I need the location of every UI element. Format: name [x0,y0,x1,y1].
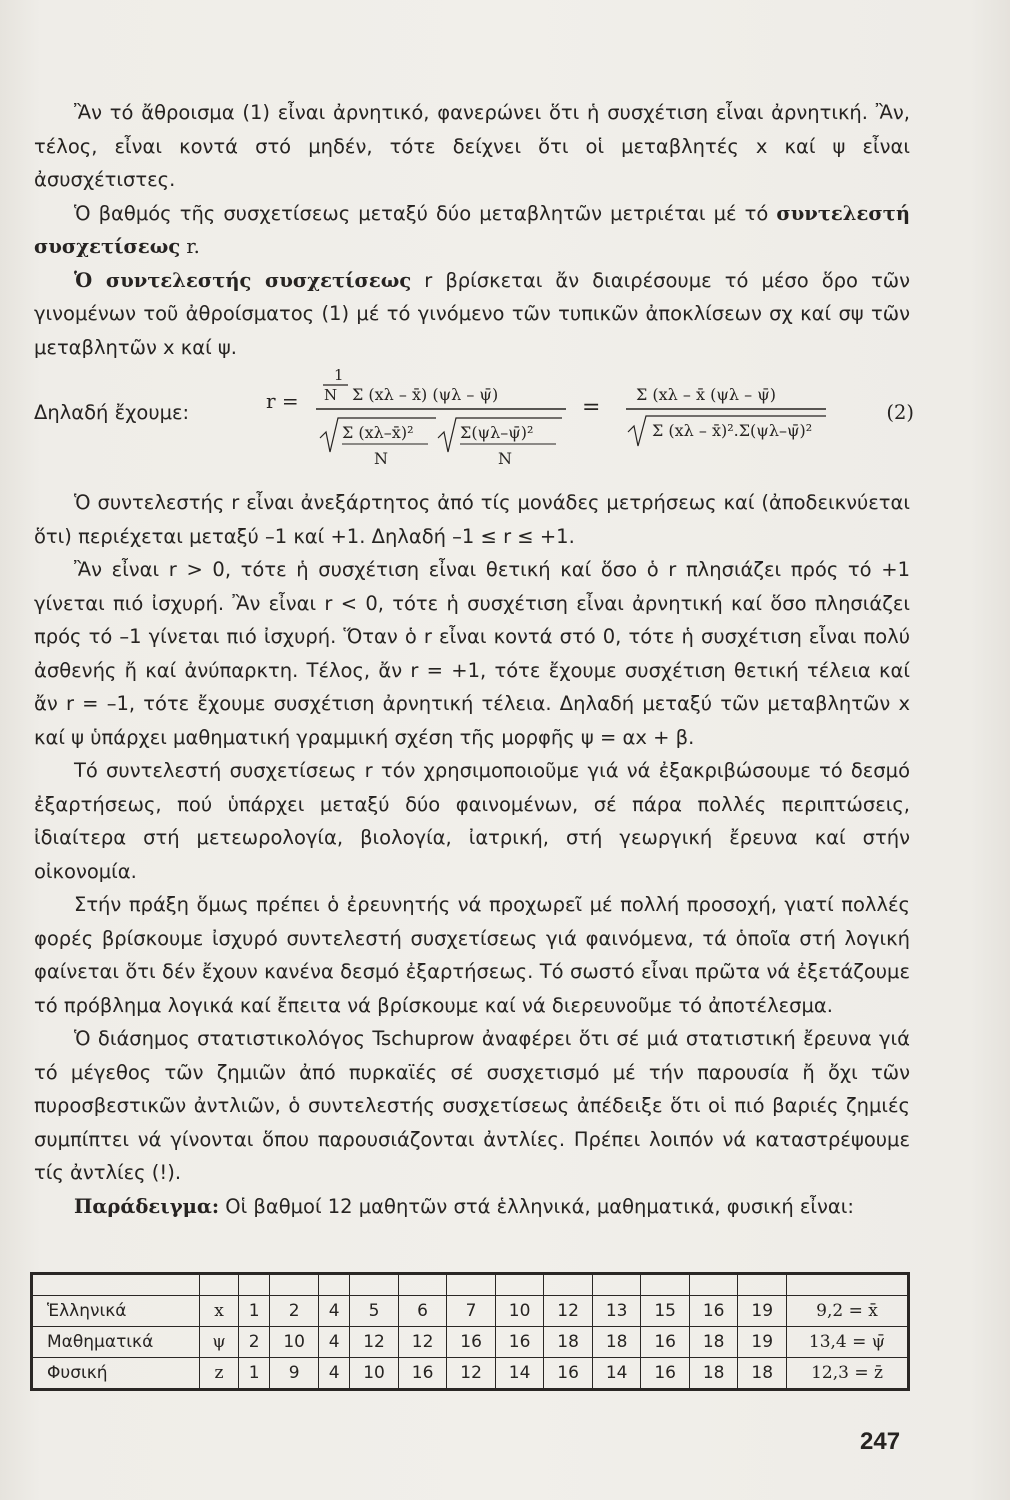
paragraph [34,1190,910,1224]
grade-cell: 16 [398,1358,447,1390]
formula-den-a: Σ (xλ–x̄)² [342,423,414,442]
grade-cell: 2 [239,1327,270,1358]
formula-den-b-n: N [498,449,512,468]
grade-cell: 18 [592,1327,641,1358]
text-run: Οἱ βαθμοί 12 μαθητῶν στά ἑλληνικά, μαθηματικά, φυσική εἶναι: [225,1194,854,1218]
formula-numerator-left: Σ (xλ – x̄) (ψλ – ψ̄) [352,385,499,404]
table-row [32,1358,909,1390]
grade-cell: 4 [318,1327,349,1358]
grade-cell: 7 [447,1296,496,1327]
formula-lhs: r = [266,389,299,413]
text-run: r. [186,235,200,258]
formula-n: N [324,386,338,404]
page-body [34,96,914,1223]
mean-cell: 12,3 = z̄ [787,1358,909,1390]
grade-cell: 19 [738,1327,787,1358]
grade-cell: 16 [447,1327,496,1358]
grade-cell: 12 [398,1327,447,1358]
grade-cell: 9 [270,1358,319,1390]
formula-den-b: Σ(ψλ–ψ̄)² [460,423,534,442]
correlation-formula [34,366,914,478]
grade-cell: 16 [641,1358,690,1390]
formula-equals: = [582,395,601,420]
example-label: Παράδειγμα: [74,1194,220,1218]
grade-cell: 13 [592,1296,641,1327]
mean-cell: 13,4 = ψ̄ [787,1327,909,1358]
formula-graphic [266,366,826,476]
formula-label: Δηλαδή ἔχουμε: [34,401,190,424]
variable-cell: z [200,1358,239,1390]
grade-cell: 10 [350,1358,399,1390]
grade-cell: 18 [738,1358,787,1390]
equation-number: (2) [886,401,914,424]
paragraph: Ἂν εἶναι r > 0, τότε ἡ συσχέτιση εἶναι θετική καί ὅσο ὁ r πλησιάζει πρός τό +1 γίνεται πιό ἰσχυρή. Ἂν εἶναι r < 0, τότε ἡ συσχέτιση εἶναι ἀρνητική καί ὅσο πλησιάζει πρός τό –1 γίνεται πιό ἰσχυρή. Ὅταν ὁ r εἶναι κοντά στό 0, τότε ἡ συσχέτιση εἶναι πολύ ἀσθενής ἤ καί ἀνύπαρκτη. Τέλος, ἄν r = +1, τότε ἔχουμε συσχέτιση θετική τέλεια καί ἄν r = –1, τότε ἔχουμε συσχέτιση ἀρνητική τέλεια. Δηλαδή μεταξύ τῶν μεταβλητῶν x καί ψ ὑπάρχει μαθηματική γραμμική σχέση τῆς μορφῆς ψ = αx + β. [34,558,910,749]
grade-cell: 1 [239,1358,270,1390]
grade-cell: 4 [318,1296,349,1327]
grade-cell: 18 [689,1327,738,1358]
grade-cell: 4 [318,1358,349,1390]
formula-denominator-right: Σ (xλ – x̄)².Σ(ψλ–ψ̄)² [652,421,813,440]
formula-one: 1 [334,366,344,384]
text-run: Ὁ βαθμός τῆς συσχετίσεως μεταξύ δύο μεταβλητῶν μετριέται μέ τό [74,201,769,225]
paragraph: Ὁ συντελεστής r εἶναι ἀνεξάρτητος ἀπό τίς μονάδες μετρήσεως καί (ἀποδεικνύεται ὅτι) περιέχεται μεταξύ –1 καί +1. Δηλαδή –1 ≤ r ≤ +1. [34,491,910,548]
table-row [32,1327,909,1358]
grade-cell: 12 [350,1327,399,1358]
grade-cell: 12 [447,1358,496,1390]
grade-cell: 14 [592,1358,641,1390]
mean-cell: 9,2 = x̄ [787,1296,909,1327]
paragraph: Ἂν τό ἄθροισμα (1) εἶναι ἀρνητικό, φανερώνει ὅτι ἡ συσχέτιση εἶναι ἀρνητική. Ἂν, τέλος, εἶναι κοντά στό μηδέν, τότε δείχνει ὅτι οἱ μεταβλητές x καί ψ εἶναι ἀσυσχέτιστες. [34,101,910,191]
paragraph: Στήν πράξη ὅμως πρέπει ὁ ἐρευνητής νά προχωρεῖ μέ πολλή προσοχή, γιατί πολλές φορές βρίσκουμε ἰσχυρό συντελεστή συσχετίσεως γιά φαινόμενα, τά ὁποῖα στή λογική φαίνεται ὅτι δέν ἔχουν κανένα δεσμό ἐξαρτήσεως. Τό σωστό εἶναι πρῶτα νά ἐξετάζουμε τό πρόβλημα λογικά καί ἔπειτα νά βρίσκουμε καί νά διερευνοῦμε τό ἀποτέλεσμα. [34,893,910,1017]
paragraph: Ὁ διάσημος στατιστικολόγος Tschuprow ἀναφέρει ὅτι σέ μιά στατιστική ἔρευνα γιά τό μέγεθος τῶν ζημιῶν ἀπό πυρκαϊές σέ συσχετισμό μέ τήν παρουσία ἤ ὄχι τῶν πυροσβεστικῶν ἀντλιῶν, ὁ συντελεστής συσχετίσεως ἀπέδειξε ὅτι οἱ πιό βαριές ζημιές συμπίπτει νά γίνονται ὅπου παρουσιάζονται ἀντλίες. Πρέπει λοιπόν νά καταστρέψουμε τίς ἀντλίες (!). [34,1027,910,1184]
term-bold: συντελεστή συσχετίσεως [34,201,910,258]
grade-cell: 14 [495,1358,544,1390]
grade-cell: 5 [350,1296,399,1327]
subject-cell: Ἑλληνικά [32,1296,200,1327]
grade-cell: 18 [544,1327,593,1358]
grade-cell: 6 [398,1296,447,1327]
paragraph [34,197,910,264]
paragraph [34,264,910,365]
grade-cell: 10 [495,1296,544,1327]
term-bold: Ὁ συντελεστής συσχετίσεως [74,268,412,292]
grade-cell: 19 [738,1296,787,1327]
grade-cell: 12 [544,1296,593,1327]
grade-cell: 10 [270,1327,319,1358]
table-row [32,1296,909,1327]
grade-cell: 16 [641,1327,690,1358]
grade-cell: 16 [495,1327,544,1358]
grades-table [30,1272,910,1391]
formula-numerator-right: Σ (xλ – x̄ (ψλ – ψ̄) [636,385,776,404]
grade-cell: 16 [544,1358,593,1390]
paragraph: Τό συντελεστή συσχετίσεως r τόν χρησιμοποιοῦμε γιά νά ἐξακριβώσουμε τό δεσμό ἐξαρτήσεως, πού ὑπάρχει μεταξύ δύο φαινομένων, σέ πάρα πολλές περιπτώσεις, ἰδιαίτερα στή μετεωρολογία, βιολογία, ἰατρική, στή γεωργική ἔρευνα καί στήν οἰκονομία. [34,759,910,883]
grade-cell: 15 [641,1296,690,1327]
page-number: 247 [860,1428,901,1455]
subject-cell: Φυσική [32,1358,200,1390]
formula-den-a-n: N [374,449,388,468]
table-row [32,1274,909,1296]
grade-cell: 2 [270,1296,319,1327]
grade-cell: 18 [689,1358,738,1390]
variable-cell: x [200,1296,239,1327]
subject-cell: Μαθηματικά [32,1327,200,1358]
text-run: r βρίσκεται ἄν διαιρέσουμε τό μέσο ὅρο τῶν γινομένων τοῦ ἀθροίσματος (1) μέ τό γινόμενο τῶν τυπικῶν ἀποκλίσεων σχ καί σψ τῶν μεταβλητῶν x καί ψ. [34,268,911,359]
variable-cell: ψ [200,1327,239,1358]
grade-cell: 1 [239,1296,270,1327]
grade-cell: 16 [689,1296,738,1327]
